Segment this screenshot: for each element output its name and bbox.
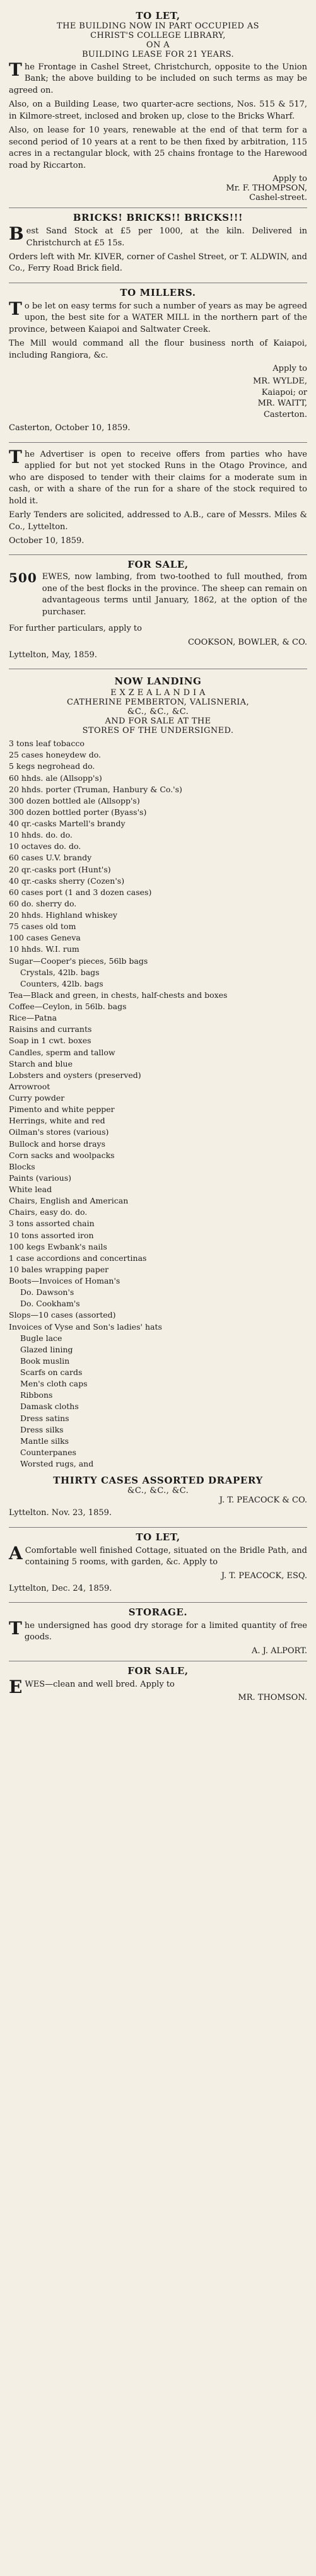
list-item: White lead [9, 1185, 52, 1195]
ad-paragraph: To be let on easy terms for such a number of years as may be agreed upon, the best site for a WATER MILL in the northern part of the province, between Kaiapoi and Saltwater Creek. [9, 298, 307, 334]
ad-signoff-line: MR. WAITT, [257, 399, 307, 409]
ad-signoff-line: Casterton. [263, 409, 307, 419]
ad-paragraph: Orders left with Mr. KIVER, corner of Cashel Street, or T. ALDWIN, and Co., Ferry Road Brick field. [9, 252, 307, 274]
ad-subtitle-line: CHRIST'S COLLEGE LIBRARY, [90, 31, 226, 40]
list-item: Crystals, 42lb. bags [20, 967, 100, 977]
ad-subtitle-line: ON A [146, 40, 170, 50]
ad-subtitle-line: BUILDING LEASE FOR 21 YEARS. [81, 50, 235, 59]
list-item: Glazed lining [20, 1344, 73, 1354]
list-item: Corn sacks and woolpacks [9, 1150, 115, 1160]
list-item: 10 bales wrapping paper [9, 1264, 109, 1274]
ad-to-millers [9, 283, 307, 443]
list-item: 40 qr.-casks Martell's brandy [9, 819, 126, 829]
ad-title: NOW LANDING [114, 676, 202, 688]
ad-signoff: MR. THOMSON. [238, 1693, 307, 1703]
list-item: 10 hhds. W.I. rum [9, 944, 79, 954]
list-item: 20 hhds. Highland whiskey [9, 910, 117, 920]
ad-to-let-library [9, 6, 307, 208]
ad-title: STORAGE. [128, 1606, 188, 1618]
ad-signoff-block [9, 376, 307, 420]
ad-title: TO LET, [136, 1531, 180, 1543]
ad-signoff-line: MR. WYLDE, [253, 377, 307, 387]
list-item: 20 qr.-casks port (Hunt's) [9, 864, 111, 874]
list-item: 5 kegs negrohead do. [9, 761, 95, 771]
list-item: Ribbons [20, 1390, 53, 1400]
list-item: Counters, 42lb. bags [20, 978, 103, 988]
list-item: Counterpanes [20, 1447, 76, 1457]
ad-paragraph: The Frontage in Cashel Street, Christchurch, opposite to the Union Bank; the above building to be included on such terms as may be agreed on. [9, 59, 307, 95]
list-item: Scarfs on cards [20, 1367, 83, 1378]
ad-paragraph: Best Sand Stock at £5 per 1000, at the kiln. Delivered in Christchurch at £5 15s. [9, 223, 307, 248]
list-item: 25 cases honeydew do. [9, 750, 101, 760]
list-item: Invoices of Vyse and Son's ladies' hats [9, 1321, 162, 1332]
list-item: Arrowroot [9, 1081, 50, 1091]
ad-signoff: Mr. F. THOMPSON, [226, 184, 307, 194]
ad-subtitle-line: &C., &C., &C. [127, 707, 189, 717]
ad-date: October 10, 1859. [9, 536, 85, 546]
list-item: Paints (various) [9, 1173, 71, 1183]
ad-title: FOR SALE, [127, 1665, 189, 1677]
list-item: Sugar—Cooper's pieces, 56lb bags [9, 956, 148, 966]
ad-date: Lyttelton, May, 1859. [9, 650, 97, 660]
ad-big-number: 500 [9, 570, 37, 586]
ad-for-sale-500-ewes [9, 555, 307, 669]
list-item: 60 cases port (1 and 3 dozen cases) [9, 887, 152, 897]
ad-footer-line2: &C., &C., &C. [127, 1486, 189, 1496]
ad-paragraph: For further particulars, apply to [9, 624, 142, 634]
list-item: Rice—Patna [9, 1013, 57, 1023]
list-item: 300 dozen bottled ale (Allsopp's) [9, 795, 140, 805]
ad-paragraph: Early Tenders are solicited, addressed to A.B., care of Messrs. Miles & Co., Lyttelton. [9, 510, 307, 532]
list-item: Dress silks [20, 1424, 64, 1434]
list-item: 10 tons assorted iron [9, 1230, 94, 1240]
ad-paragraph: EWES—clean and well bred. Apply to [9, 1676, 175, 1697]
list-item: 100 kegs Ewbank's nails [9, 1241, 107, 1251]
list-item: 300 dozen bottled porter (Byass's) [9, 807, 147, 817]
list-item: Mantle silks [20, 1436, 69, 1446]
list-item: Boots—Invoices of Homan's [9, 1276, 120, 1286]
list-item: Tea—Black and green, in chests, half-chests and boxes [9, 990, 228, 1000]
ad-subtitle-line: AND FOR SALE AT THE [105, 717, 211, 727]
list-item: Chairs, easy do. do. [9, 1207, 88, 1217]
ad-apply: Apply to [272, 174, 307, 184]
list-item: Book muslin [20, 1355, 70, 1366]
ad-paragraph: The undersigned has good dry storage for a limited quantity of free goods. [9, 1617, 307, 1642]
list-item: Dress satins [20, 1413, 69, 1423]
list-item: 40 qr.-casks sherry (Cozen's) [9, 875, 125, 886]
ad-subtitle-line: THE BUILDING NOW IN PART OCCUPIED AS [57, 21, 259, 31]
list-item: 3 tons assorted chain [9, 1219, 95, 1229]
ad-signoff: J. T. PEACOCK, ESQ. [221, 1571, 307, 1581]
ad-signoff: COOKSON, BOWLER, & CO. [187, 637, 307, 647]
list-item: Oilman's stores (various) [9, 1127, 109, 1137]
list-item: Candles, sperm and tallow [9, 1047, 115, 1057]
list-item: 3 tons leaf tobacco [9, 739, 85, 749]
list-item: Starch and blue [9, 1058, 73, 1068]
ad-bricks [9, 208, 307, 283]
ad-paragraph: EWES, now lambing, from two-toothed to full mouthed, from one of the best flocks in the province. The sheep can remain on advantageous terms until January, 1862, at the option of the purchaser. [42, 572, 307, 617]
list-item: Men's cloth caps [20, 1379, 88, 1389]
list-item: 20 hhds. porter (Truman, Hanbury & Co.'s) [9, 784, 182, 794]
ad-paragraph: AComfortable well finished Cottage, situated on the Bridle Path, and containing 5 rooms, with garden, &c. Apply to [9, 1542, 307, 1567]
list-item: Soap in 1 cwt. boxes [9, 1036, 91, 1046]
list-item: Pimento and white pepper [9, 1104, 115, 1115]
ad-advertiser [9, 443, 307, 556]
ad-now-landing [9, 669, 307, 1527]
ad-title: FOR SALE, [127, 559, 189, 571]
list-item: Worsted rugs, and [20, 1459, 94, 1469]
ad-signoff: J. T. PEACOCK & CO. [219, 1496, 307, 1506]
ad-signoff: A. J. ALPORT. [252, 1646, 307, 1656]
ad-for-sale-ewes [9, 1661, 307, 1707]
list-item: 60 do. sherry do. [9, 898, 77, 908]
list-item: Bugle lace [20, 1333, 62, 1343]
list-item: 100 cases Geneva [9, 933, 81, 943]
list-item: Raisins and currants [9, 1024, 92, 1034]
list-item: 10 octaves do. do. [9, 841, 81, 852]
list-item: Chairs, English and American [9, 1196, 129, 1206]
ad-date: Lyttelton, Dec. 24, 1859. [9, 1583, 112, 1593]
ad-signoff-line: Kaiapoi; or [261, 387, 307, 397]
ad-paragraph: The Advertiser is open to receive offers from parties who have applied for but not yet stocked Runs in the Otago Province, and who are disposed to tender with their claims for a moderate sum in cash, or with a share of the run for a share of the stock required to hold it. [9, 446, 307, 506]
ad-paragraph: Also, on a Building Lease, two quarter-acre sections, Nos. 515 & 517, in Kilmore-street, inclosed and broken up, close to the Bricks Wharf. [9, 100, 307, 121]
ad-title: BRICKS! BRICKS!! BRICKS!!! [73, 212, 243, 224]
ad-footer-line: THIRTY CASES ASSORTED DRAPERY [53, 1475, 263, 1487]
ad-date: Casterton, October 10, 1859. [9, 423, 131, 433]
ad-paragraph: The Mill would command all the flour business north of Kaiapoi, including Rangiora, &c. [9, 339, 307, 360]
list-item: Do. Cookham's [20, 1299, 80, 1309]
ad-paragraph: Also, on lease for 10 years, renewable at the end of that term for a second period of 10 years at a rent to be then fixed by arbitration, 115 acres in a rectangular block, with 25 chains frontage to the Harewood road by Riccarton. [9, 126, 307, 170]
list-item: 60 cases U.V. brandy [9, 853, 92, 863]
ad-title: TO MILLERS. [120, 286, 196, 298]
ad-subtitle-line: STORES OF THE UNDERSIGNED. [82, 726, 234, 736]
list-item: Blocks [9, 1161, 35, 1171]
ad-storage [9, 1603, 307, 1661]
ad-apply: Apply to [272, 364, 307, 374]
list-item: Do. Dawson's [20, 1287, 74, 1297]
list-item: 10 hhds. do. do. [9, 830, 73, 840]
ad-subtitle-line: E X Z E A L A N D I A [110, 688, 206, 698]
landing-items-list [9, 738, 307, 1470]
ad-title: TO LET, [136, 10, 180, 21]
list-item: Curry powder [9, 1093, 65, 1103]
list-item: 1 case accordions and concertinas [9, 1253, 147, 1263]
list-item: Damask cloths [20, 1402, 79, 1412]
list-item: Herrings, white and red [9, 1116, 105, 1126]
list-item: Lobsters and oysters (preserved) [9, 1070, 141, 1080]
list-item: Slops—10 cases (assorted) [9, 1310, 116, 1320]
list-item: 75 cases old tom [9, 922, 76, 932]
list-item: Coffee—Ceylon, in 56lb. bags [9, 1002, 127, 1012]
ad-big-number-row [9, 570, 307, 621]
ad-signoff-location: Cashel-street. [249, 193, 307, 203]
ad-date: Lyttelton. Nov. 23, 1859. [9, 1508, 112, 1518]
list-item: 60 hhds. ale (Allsopp's) [9, 773, 102, 783]
list-item: Bullock and horse drays [9, 1139, 106, 1149]
ad-to-let-cottage [9, 1528, 307, 1603]
ad-subtitle-line: CATHERINE PEMBERTON, VALISNERIA, [66, 698, 249, 708]
